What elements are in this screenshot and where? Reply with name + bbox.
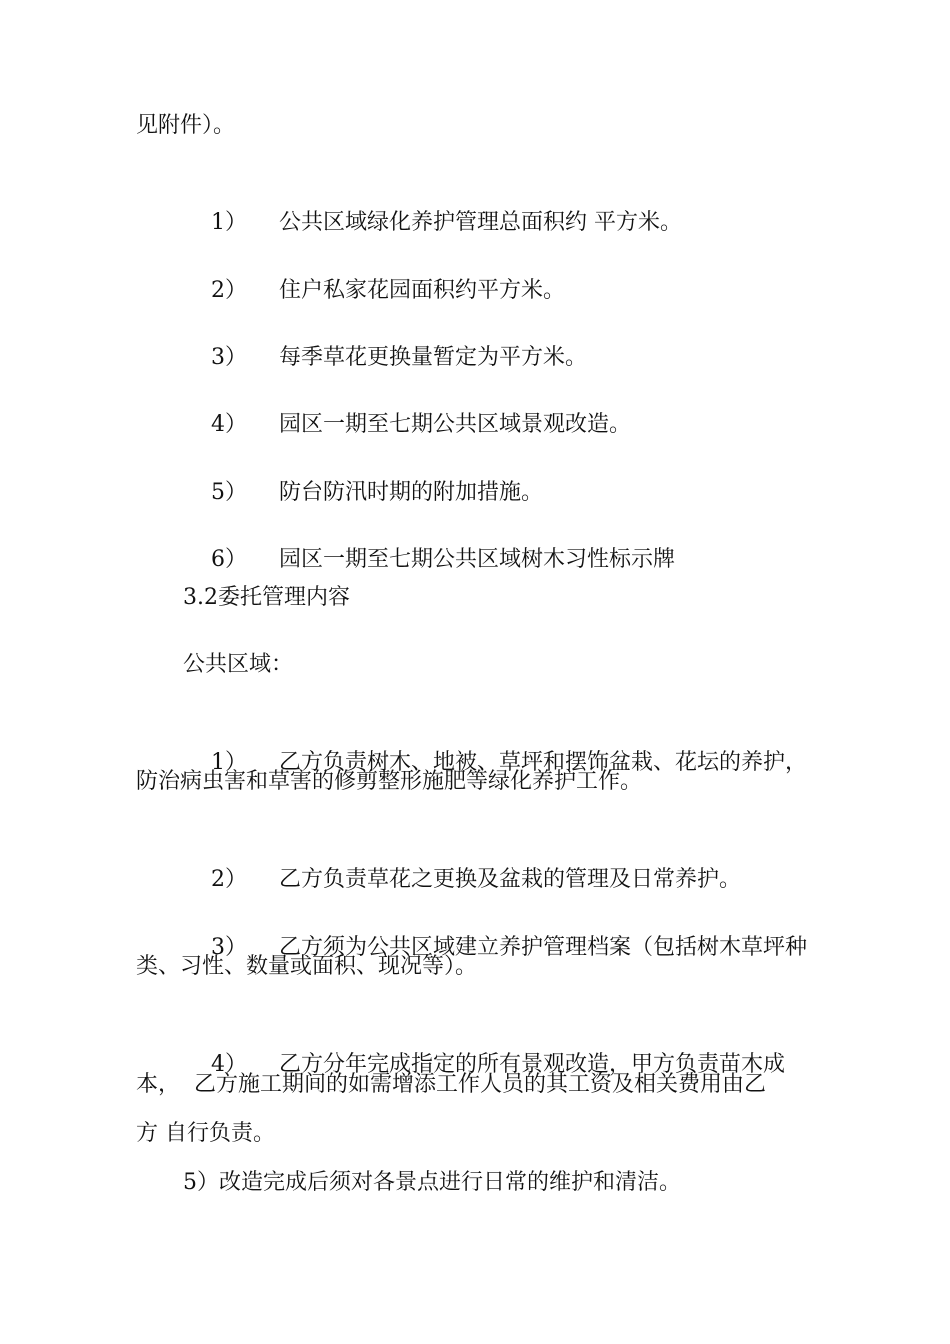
text-line: 见附件）。 — [136, 113, 236, 138]
list-number: 2） — [210, 867, 247, 892]
list-text: 园区一期至七期公共区域景观改造。 — [278, 412, 631, 437]
list-text: 防台防汛时期的附加措施。 — [278, 480, 543, 505]
list-text: 乙方负责树木、地被、草坪和摆饰盆栽、花坛的养护， — [278, 750, 807, 775]
list-item — [183, 718, 807, 775]
text-line: 5）改造完成后须对各景点进行日常的维护和清洁。 — [183, 1170, 681, 1195]
list-item — [183, 903, 807, 960]
list-item — [183, 246, 565, 303]
list-number: 6） — [210, 547, 247, 572]
list-text: 园区一期至七期公共区域树木习性标示牌 — [278, 547, 675, 572]
list-number: 5） — [210, 480, 247, 505]
list-number: 1） — [210, 750, 247, 775]
list-item — [183, 380, 631, 437]
list-number: 1） — [210, 210, 247, 235]
list-item — [183, 313, 587, 370]
list-text: 每季草花更换量暂定为平方米。 — [278, 345, 587, 370]
list-number: 4） — [210, 1052, 247, 1077]
list-item — [183, 1020, 785, 1077]
list-number: 4） — [210, 412, 247, 437]
section-heading: 3.2委托管理内容 — [183, 585, 350, 610]
list-item — [183, 835, 741, 892]
list-number: 2） — [210, 278, 247, 303]
list-text: 乙方须为公共区域建立养护管理档案（包括树木草坪种 — [278, 935, 807, 960]
list-number: 3） — [210, 935, 247, 960]
list-continuation: 方 自行负责。 — [136, 1121, 275, 1146]
list-continuation: 本， 乙方施工期间的如需增添工作人员的其工资及相关费用由乙 — [136, 1072, 766, 1097]
list-item — [183, 178, 682, 235]
list-continuation: 防治病虫害和草害的修剪整形施肥等绿化养护工作。 — [136, 769, 643, 794]
list-text: 乙方负责草花之更换及盆栽的管理及日常养护。 — [278, 867, 741, 892]
list-item — [183, 515, 675, 572]
list-number: 3） — [210, 345, 247, 370]
list-item — [183, 448, 543, 505]
list-continuation: 类、习性、数量或面积、现况等）。 — [136, 954, 478, 979]
subsection-label: 公共区域： — [183, 652, 294, 677]
list-text: 乙方分年完成指定的所有景观改造，甲方负责苗木成 — [278, 1052, 785, 1077]
list-text: 住户私家花园面积约平方米。 — [278, 278, 565, 303]
list-text: 公共区域绿化养护管理总面积约 平方米。 — [278, 210, 682, 235]
